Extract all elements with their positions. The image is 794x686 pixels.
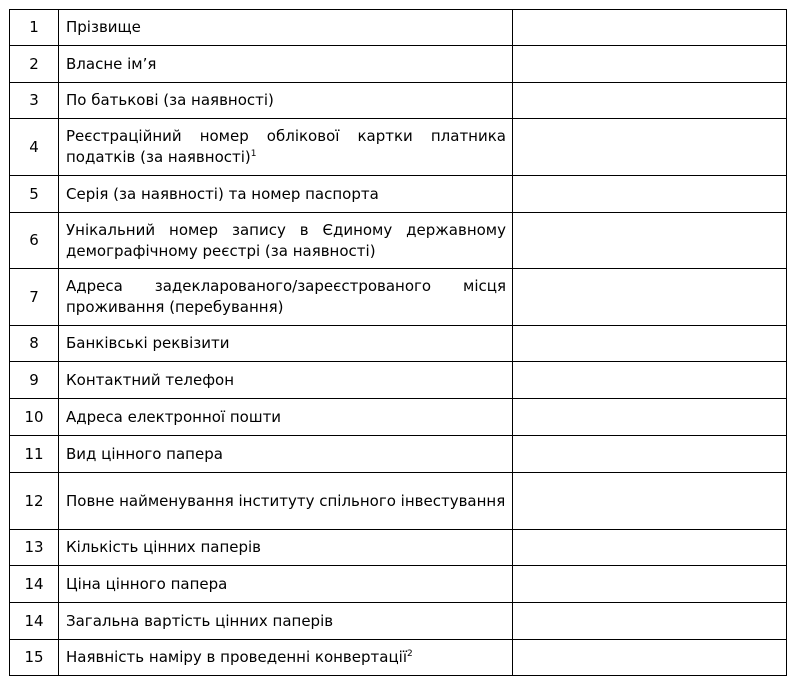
table-row	[10, 326, 787, 362]
row-number: 15	[10, 640, 59, 676]
row-label: Кількість цінних паперів	[59, 530, 513, 566]
row-label: Наявність наміру в проведенні конвертації$^2$	[59, 640, 513, 676]
row-number: 4	[10, 119, 59, 176]
row-label: Загальна вартість цінних паперів	[59, 603, 513, 640]
row-value-cell[interactable]	[513, 213, 787, 269]
table-row	[10, 640, 787, 676]
row-value-cell[interactable]	[513, 530, 787, 566]
row-value-cell[interactable]	[513, 269, 787, 326]
row-label: Вид цінного папера	[59, 436, 513, 473]
table-row	[10, 362, 787, 399]
table-row	[10, 269, 787, 326]
row-label: Серія (за наявності) та номер паспорта	[59, 176, 513, 213]
footnote-mark: 2	[407, 649, 413, 659]
row-value-cell[interactable]	[513, 10, 787, 46]
table-row	[10, 10, 787, 46]
row-label: Адреса задекларованого/зареєстрованого місця проживання (перебування)	[59, 269, 513, 326]
investor-data-table	[9, 9, 787, 676]
table-row	[10, 83, 787, 119]
row-number: 10	[10, 399, 59, 436]
row-label: Унікальний номер запису в Єдиному державному демографічному реєстрі (за наявності)	[59, 213, 513, 269]
row-number: 6	[10, 213, 59, 269]
table-row	[10, 530, 787, 566]
table-row	[10, 176, 787, 213]
row-label: Адреса електронної пошти	[59, 399, 513, 436]
row-value-cell[interactable]	[513, 83, 787, 119]
row-value-cell[interactable]	[513, 46, 787, 83]
row-value-cell[interactable]	[513, 436, 787, 473]
row-value-cell[interactable]	[513, 603, 787, 640]
row-label: Прізвище	[59, 10, 513, 46]
row-number: 13	[10, 530, 59, 566]
row-value-cell[interactable]	[513, 473, 787, 530]
row-number: 3	[10, 83, 59, 119]
row-number: 2	[10, 46, 59, 83]
row-number: 8	[10, 326, 59, 362]
row-number: 9	[10, 362, 59, 399]
row-label: Власне ім’я	[59, 46, 513, 83]
row-label: Банківські реквізити	[59, 326, 513, 362]
row-value-cell[interactable]	[513, 176, 787, 213]
row-value-cell[interactable]	[513, 362, 787, 399]
row-number: 11	[10, 436, 59, 473]
table-row	[10, 473, 787, 530]
row-number: 14	[10, 603, 59, 640]
row-value-cell[interactable]	[513, 640, 787, 676]
row-number: 1	[10, 10, 59, 46]
table-row	[10, 213, 787, 269]
row-value-cell[interactable]	[513, 566, 787, 603]
row-value-cell[interactable]	[513, 119, 787, 176]
row-label: Контактний телефон	[59, 362, 513, 399]
row-label: Реєстраційний номер облікової картки платника податків (за наявності)$^1$	[59, 119, 513, 176]
row-number: 5	[10, 176, 59, 213]
row-number: 12	[10, 473, 59, 530]
table-row	[10, 46, 787, 83]
row-label: Ціна цінного папера	[59, 566, 513, 603]
footnote-mark: 1	[250, 149, 257, 159]
row-label: Повне найменування інституту спільного інвестування	[59, 473, 513, 530]
table-row	[10, 566, 787, 603]
row-label: По батькові (за наявності)	[59, 83, 513, 119]
row-value-cell[interactable]	[513, 399, 787, 436]
table-row	[10, 436, 787, 473]
table-row	[10, 399, 787, 436]
table-row	[10, 119, 787, 176]
row-value-cell[interactable]	[513, 326, 787, 362]
table-row	[10, 603, 787, 640]
row-number: 14	[10, 566, 59, 603]
row-number: 7	[10, 269, 59, 326]
